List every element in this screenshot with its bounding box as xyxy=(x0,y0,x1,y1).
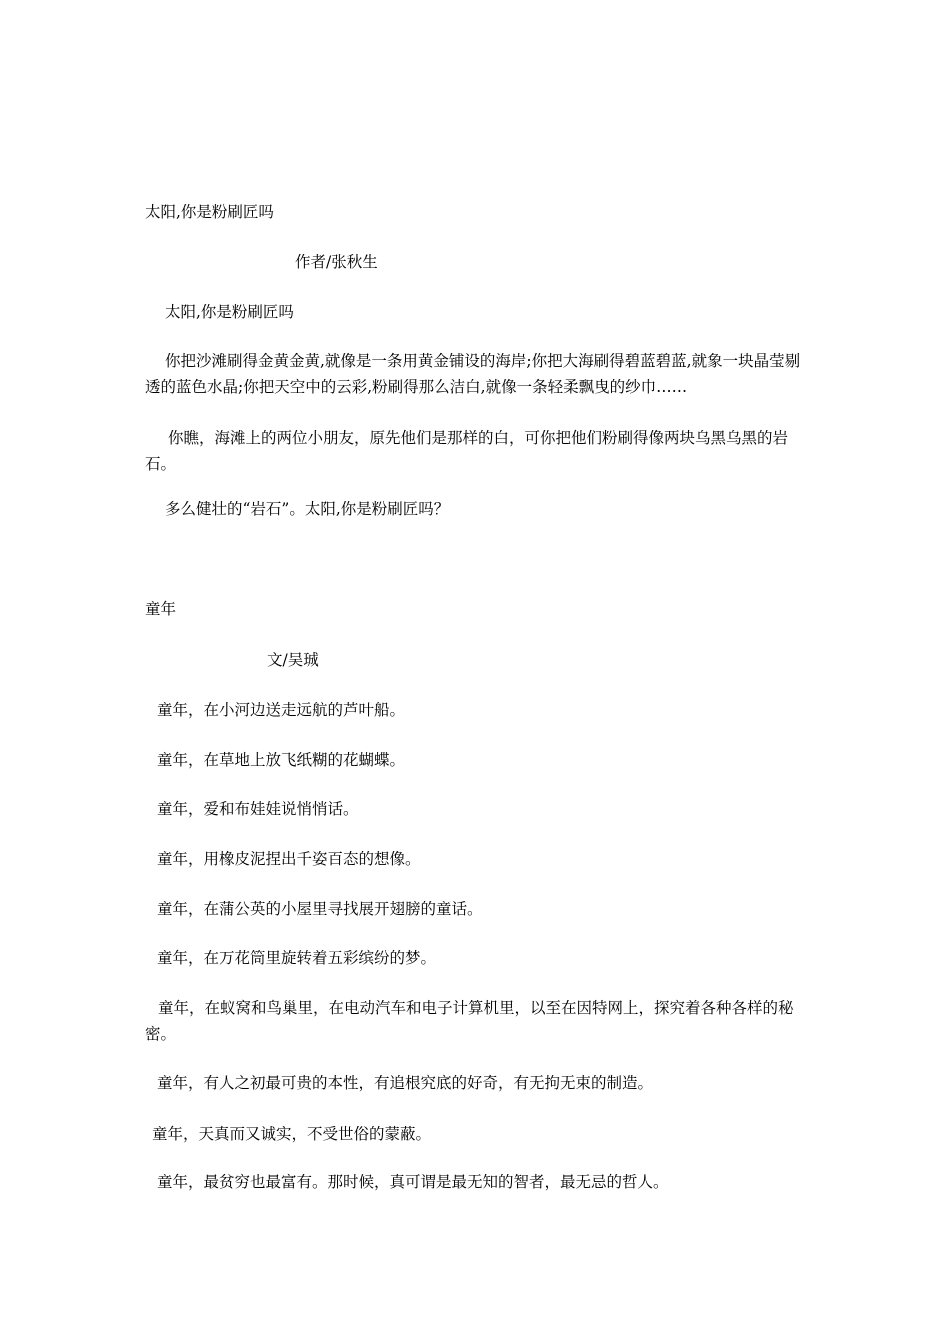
poem1-paragraph-2: 你瞧，海滩上的两位小朋友，原先他们是那样的白，可你把他们粉刷得像两块乌黑乌黑的岩石。 xyxy=(145,429,789,473)
poem2-line: 童年，最贫穷也最富有。那时候，真可谓是最无知的智者，最无忌的哲人。 xyxy=(157,1173,669,1191)
poem2-line: 童年，在万花筒里旋转着五彩缤纷的梦。 xyxy=(157,949,437,967)
poem2-title: 童年 xyxy=(145,600,177,618)
poem2-line: 童年，天真而又诚实，不受世俗的蒙蔽。 xyxy=(152,1125,432,1143)
poem2-line: 童年，在草地上放飞纸糊的花蝴蝶。 xyxy=(157,751,406,769)
poem1-subtitle: 太阳,你是粉刷匠吗 xyxy=(165,303,294,321)
poem1-paragraph-3: 多么健壮的“岩石”。太阳,你是粉刷匠吗？ xyxy=(165,500,450,518)
poem1-paragraph-1: 你把沙滩刷得金黄金黄,就像是一条用黄金铺设的海岸;你把大海刷得碧蓝碧蓝,就象一块晶莹剔透的蓝色水晶;你把天空中的云彩,粉刷得那么洁白,就像一条轻柔飘曳的纱巾…… xyxy=(145,352,801,396)
poem2-line: 童年，爱和布娃娃说悄悄话。 xyxy=(157,800,359,818)
poem2-line: 童年，用橡皮泥捏出千姿百态的想像。 xyxy=(157,850,421,868)
poem2-line: 童年，在小河边送走远航的芦叶船。 xyxy=(157,701,406,719)
poem2-author: 文/吴珹 xyxy=(267,651,319,669)
poem2-line: 童年，在蚁窝和鸟巢里，在电动汽车和电子计算机里，以至在因特网上，探究着各种各样的秘密。 xyxy=(145,999,794,1043)
poem2-line: 童年，在蒲公英的小屋里寻找展开翅膀的童话。 xyxy=(157,900,483,918)
poem1-title: 太阳,你是粉刷匠吗 xyxy=(145,203,274,221)
poem2-line: 童年，有人之初最可贵的本性，有追根究底的好奇，有无拘无束的制造。 xyxy=(157,1074,654,1092)
poem1-author: 作者/张秋生 xyxy=(295,253,378,271)
